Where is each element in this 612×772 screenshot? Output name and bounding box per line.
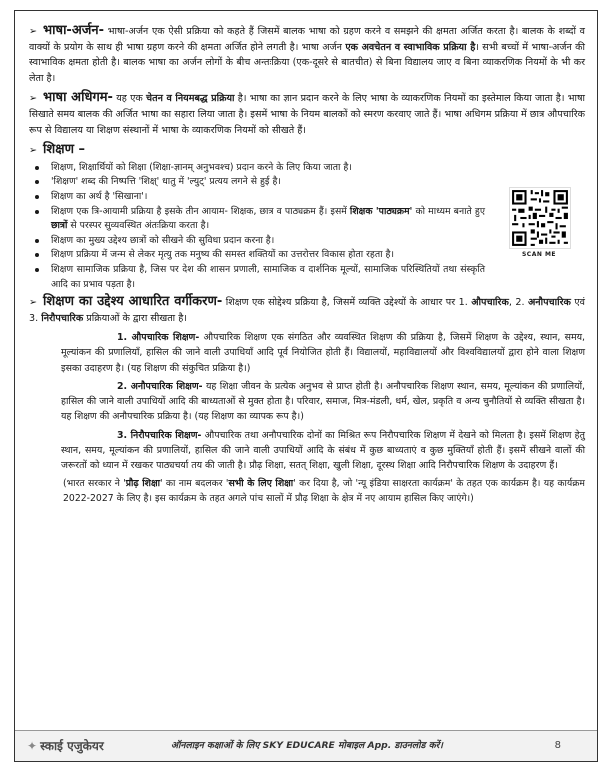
arrow-bullet-icon: ➢ xyxy=(29,297,38,309)
subsection-heading: 3. निरौपचारिक शिक्षण- xyxy=(117,429,202,441)
bold-text: सभी के लिए शिक्षा xyxy=(228,478,294,490)
list-text: को माध्यम बनाते हुए xyxy=(412,205,485,217)
subsection-text: औपचारिक शिक्षण एक संगठित और व्यवस्थित शिक्षण की प्रक्रिया है, जिसमें शिक्षण के उद्देश्य, स्थान, समय, मूल्यांकन की प्रणालियाँ, हासिल की जाने वाली उपाधियाँ आदि पूर्व नियोजित होती हैं। विद्यालयों, महाविद्यालयों और विश्वविद्यालयों द्वारा होने वाला शिक्षण इसका उदाहरण है। (यह शिक्षण की संकुचित प्रक्रिया है।) xyxy=(61,332,585,374)
list-item: शिक्षण का अर्थ है 'सिखाना'। xyxy=(29,190,485,205)
section-text: है। भाषा का ज्ञान प्रदान करने के लिए भाषा के व्याकरणिक नियमों का इस्तेमाल किया जाता है। भाषा सिखाते समय बालक की अर्जित भाषा का सहारा लिया जाता है। इसमें भाषा के नियम बालकों को स्मरण करवाए जाते हैं। भाषा अधिगम प्रक्रिया में छात्र औपचारिक रूप से विद्यालय या शिक्षण संस्थानों में भाषा के व्याकरणिक नियमों को सीखते हैं। xyxy=(29,93,586,136)
section-bhasha-adhigam xyxy=(29,90,585,138)
section-text: , 2. xyxy=(508,297,528,309)
subsection-niraupcharik xyxy=(29,428,585,474)
list-text: से परस्पर सुव्यवस्थित अंतःक्रिया करता है। xyxy=(67,220,210,232)
subsection-text: औपचारिक तथा अनौपचारिक दोनों का मिश्रित रूप निरौपचारिक शिक्षण में देखने को मिलता है। इसमें शिक्षण हेतु स्थान, समय, मूल्यांकन की प्रणालियों, हासिल की जाने वाली उपाधियों आदि के संबंध में कुछ बाध्यताएं व कुछ मुक्तियाँ होती हैं। इसमें सीखने वालों की जरूरतों को ध्यान में रखकर पाठ्यचर्या तय की जाती है। प्रौढ़ शिक्षा, सतत् शिक्षा, खुली शिक्षा, दूरस्थ शिक्षा आदि निरौपचारिक शिक्षण के उदाहरण हैं। xyxy=(61,429,585,471)
section-text: । सभी बच्चों में भाषा-अर्जन की स्वाभाविक क्षमता होती है। बालक भाषा का अर्जन लोगों के बीच अन्तःक्रिया (एक-दूसरे से बातचीत) से बिना विद्यालय जाए व बिना व्याकरणिक नियमों के भी कर लेता है। xyxy=(29,41,585,84)
section-heading: शिक्षण का उद्देश्य आधारित वर्गीकरण- xyxy=(43,294,223,310)
section-text: प्रक्रियाओं के द्वारा सीखता है। xyxy=(83,312,187,324)
brand-logo[interactable] xyxy=(27,737,104,754)
bold-text: छात्रों xyxy=(51,220,68,232)
note-text: ' का नाम बदलकर ' xyxy=(160,478,229,490)
section-text: यह एक xyxy=(112,93,147,105)
section-text: एवं 3. xyxy=(29,297,585,324)
subsection-heading: 1. औपचारिक शिक्षण- xyxy=(117,332,200,344)
section-shikshan xyxy=(29,142,585,159)
star-swoosh-icon: ✦ xyxy=(27,739,38,753)
subsection-aupcharik xyxy=(29,330,585,376)
list-item: शिक्षण का मुख्य उद्देश्य छात्रों को सीखने की सुविधा प्रदान करना है। xyxy=(29,234,485,249)
shikshan-bullet-list xyxy=(29,161,485,292)
bold-text: शिक्षक 'पाठ्यक्रम' xyxy=(349,205,413,217)
note-text: ' कर दिया है, जो 'न्यू इंडिया साक्षरता कार्यक्रम' के तहत एक कार्यक्रम है। यह कार्यक्रम 2022-2027 के लिए है। इस कार्यक्रम के तहत अगले पांच सालों में प्रौढ़ शिक्षा के क्षेत्र में नए आयाम हासिल किए जाएंगे।) xyxy=(63,478,585,505)
bold-text: अनौपचारिक xyxy=(527,297,571,309)
section-vargikaran xyxy=(29,294,585,326)
page-number: 8 xyxy=(554,740,561,751)
subsection-text: यह शिक्षा जीवन के प्रत्येक अनुभव से प्राप्त होती है। अनौपचारिक शिक्षण स्थान, समय, मूल्यांकन की प्रणालियों, हासिल की जाने वाली उपाधियों आदि की बाध्यताओं से मुक्त होता है। परिवार, समाज, मित्र-मंडली, धर्म, खेल, प्रकृति व अन्य चुनौतियों से व्यक्ति सीखता है। यह शिक्षण की अनौपचारिक प्रक्रिया है। (यह शिक्षण का व्यापक रूप है।) xyxy=(61,380,585,423)
subsection-heading: 2. अनौपचारिक शिक्षण- xyxy=(117,380,203,392)
section-text: भाषा-अर्जन एक ऐसी प्रक्रिया को कहते हैं जिसमें बालक भाषा को ग्रहण करने व समझने की क्षमता अर्जित करता है। बालक के शब्दों व वाक्यों के प्रयोग के साथ ही भाषा ग्रहण करने की क्षमता अर्जित होने लगती है। भाषा अर्जन xyxy=(29,26,585,53)
section-bhasha-arjan xyxy=(29,23,585,86)
qr-code-icon[interactable] xyxy=(509,187,571,249)
bold-text: प्रौढ़ शिक्षा xyxy=(125,478,161,490)
bold-text: एक अवचेतन व स्वाभाविक प्रक्रिया है xyxy=(345,41,476,53)
bold-text: औपचारिक xyxy=(471,297,509,309)
content xyxy=(29,23,585,507)
section-heading: शिक्षण – xyxy=(43,142,85,158)
note-text: (भारत सरकार ने ' xyxy=(63,478,126,490)
arrow-bullet-icon: ➢ xyxy=(29,26,38,37)
page xyxy=(14,10,598,762)
list-item: शिक्षण, शिक्षार्थियों को शिक्षा (शिक्षा-ज्ञानम् अनुभवश्च) प्रदान करने के लिए किया जाता है। xyxy=(29,161,485,176)
section-heading: भाषा-अर्जन- xyxy=(43,23,105,38)
list-text: शिक्षण एक त्रि-आयामी प्रक्रिया है इसके तीन आयाम- शिक्षक, छात्र व पाठ्यक्रम हैं। इसमें xyxy=(51,205,350,217)
subsection-anaupcharik xyxy=(29,379,585,425)
footer-app-promo: ऑनलाइन कक्षाओं के लिए SKY EDUCARE मोबाइल App. डाउनलोड करें। xyxy=(171,740,443,751)
government-note xyxy=(29,476,585,506)
footer xyxy=(15,730,597,761)
bold-text: निरौपचारिक xyxy=(41,312,84,324)
arrow-bullet-icon: ➢ xyxy=(29,145,38,157)
list-item: 'शिक्षण' शब्द की निष्पत्ति 'शिक्ष्' धातु में 'ल्युट्' प्रत्यय लगने से हुई है। xyxy=(29,175,485,190)
arrow-bullet-icon: ➢ xyxy=(29,93,38,105)
list-item xyxy=(29,205,485,234)
list-item: शिक्षण प्रक्रिया में जन्म से लेकर मृत्यु तक मनुष्य की समस्त शक्तियों का उत्तरोत्तर विकास होता रहता है। xyxy=(29,248,485,263)
bold-text: चेतन व नियमबद्ध प्रक्रिया xyxy=(146,93,235,105)
list-item: शिक्षण सामाजिक प्रक्रिया है, जिस पर देश की शासन प्रणाली, सामाजिक व दार्शनिक मूल्यों, सामाजिक परिस्थितियों तथा संस्कृति आदि का प्रभाव पड़ता है। xyxy=(29,263,485,292)
section-heading: भाषा अधिगम- xyxy=(43,90,113,106)
section-text: शिक्षण एक सोद्देश्य प्रक्रिया है, जिसमें व्यक्ति उद्देश्यों के आधार पर 1. xyxy=(222,297,472,309)
brand-name: स्काई एजुकेयर xyxy=(40,739,104,753)
qr-scan-label: SCAN ME xyxy=(521,251,557,258)
